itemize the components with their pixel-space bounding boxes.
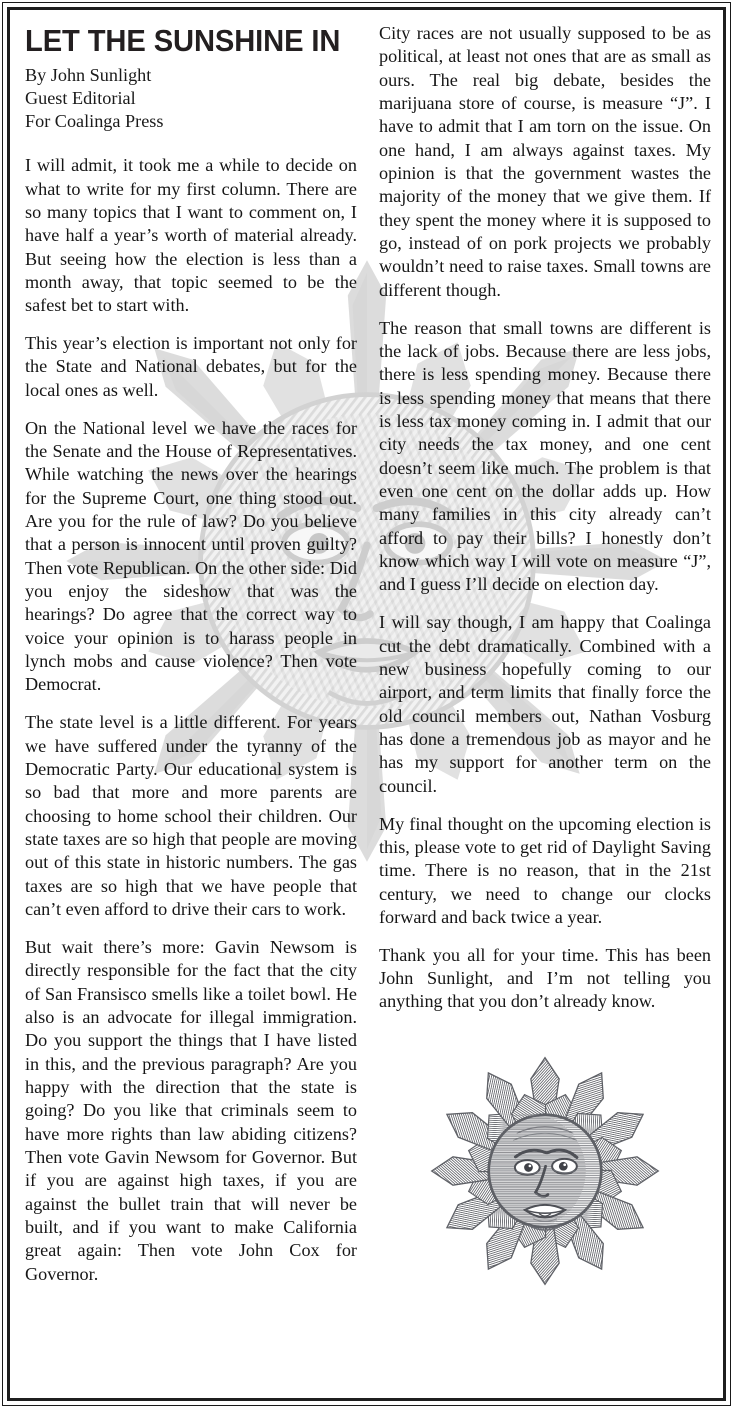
column-left — [25, 22, 357, 1395]
article-paragraph: On the National level we have the races for the Senate and the House of Representatives. While watching the news over the hearings for the Supreme Court, one thing stood out. Are you for the rule of law? Do you believe that a person is innocent until proven guilty? Then vote Republican. On the other side: Did you enjoy the sideshow that was the hearings? Do agree that the correct way to voice your opinion is to harass people in lynch mobs and cause violence? Then vote Democrat. — [25, 417, 357, 695]
two-column-layout — [13, 13, 720, 1395]
article-paragraph: This year’s election is important not only for the State and National debates, but for the local ones as well. — [25, 333, 357, 400]
byline-author: By John Sunlight — [25, 65, 152, 86]
byline-outlet: For Coalinga Press — [25, 111, 164, 132]
page-sheet — [13, 13, 720, 1395]
article-paragraph: My final thought on the upcoming election is this, please vote to get rid of Daylight Saving time. There is no reason, that in the 21st century, we need to change our clocks forward and back twice a year. — [379, 813, 711, 927]
article-paragraph: The reason that small towns are different is the lack of jobs. Because there are less jobs, there is less spending money. Because there is less spending money that means that there is less tax money coming in. I admit that our city needs the tax money, and one cent doesn’t seem like much. The problem is that even one cent on the dollar adds up. How many families in this city already can’t afford to pay their bills? I honestly don’t know which way I will vote on measure “J”, and I guess I’ll decide on election day. — [379, 317, 711, 595]
sun-face-woodcut-icon — [427, 1053, 663, 1289]
page-title: LET THE SUNSHINE IN — [25, 24, 341, 58]
article-paragraph: City races are not usually supposed to be as political, at least not ones that are as small as ours. The real big debate, besides the marijuana store of course, is measure “J”. I have to admit that I am torn on the issue. On one hand, I am always against taxes. My opinion is that the government wastes the majority of the money that we give them. If they spent the money where it is supposed to go, instead of on pork projects we probably wouldn’t need to raise taxes. Small towns are different though. — [379, 23, 711, 300]
article-paragraph: But wait there’s more: Gavin Newsom is directly responsible for the fact that the city of San Fransisco smells like a toilet bowl. He also is an advocate for illegal immigration. Do you support the things that I have listed in this, and the previous paragraph? Are you happy with the direction that the state is going? Do you like that criminals seem to have more rights than law abiding citizens? Then vote Gavin Newsom for Governor. But if you are against high taxes, if you are against the bullet train that will never be built, and if you want to make California great again: Then vote John Cox for Governor. — [25, 936, 357, 1284]
article-paragraph: The state level is a little different. For years we have suffered under the tyranny of the Democratic Party. Our educational system is so bad that more and more parents are choosing to home school their children. Our state taxes are so high that people are moving out of this state in historic numbers. The gas taxes are so high that we have people that can’t even afford to drive their cars to work. — [25, 712, 357, 919]
byline — [25, 64, 357, 133]
article-paragraph: Thank you all for your time. This has been John Sunlight, and I’m not telling you anything that you don’t already know. — [379, 944, 711, 1012]
article-paragraph: I will admit, it took me a while to decide on what to write for my first column. There are so many topics that I want to comment on, I have half a year’s worth of material already. But seeing how the election is less than a month away, that topic seemed to be the safest bet to start with. — [25, 155, 357, 316]
byline-role: Guest Editorial — [25, 88, 136, 109]
article-paragraph: I will say though, I am happy that Coalinga cut the debt dramatically. Combined with a new business hopefully coming to our airport, and term limits that finally force the old council members out, Nathan Vosburg has done a tremendous job as mayor and he has my support for another term on the council. — [379, 612, 711, 796]
column-right — [379, 22, 711, 1395]
